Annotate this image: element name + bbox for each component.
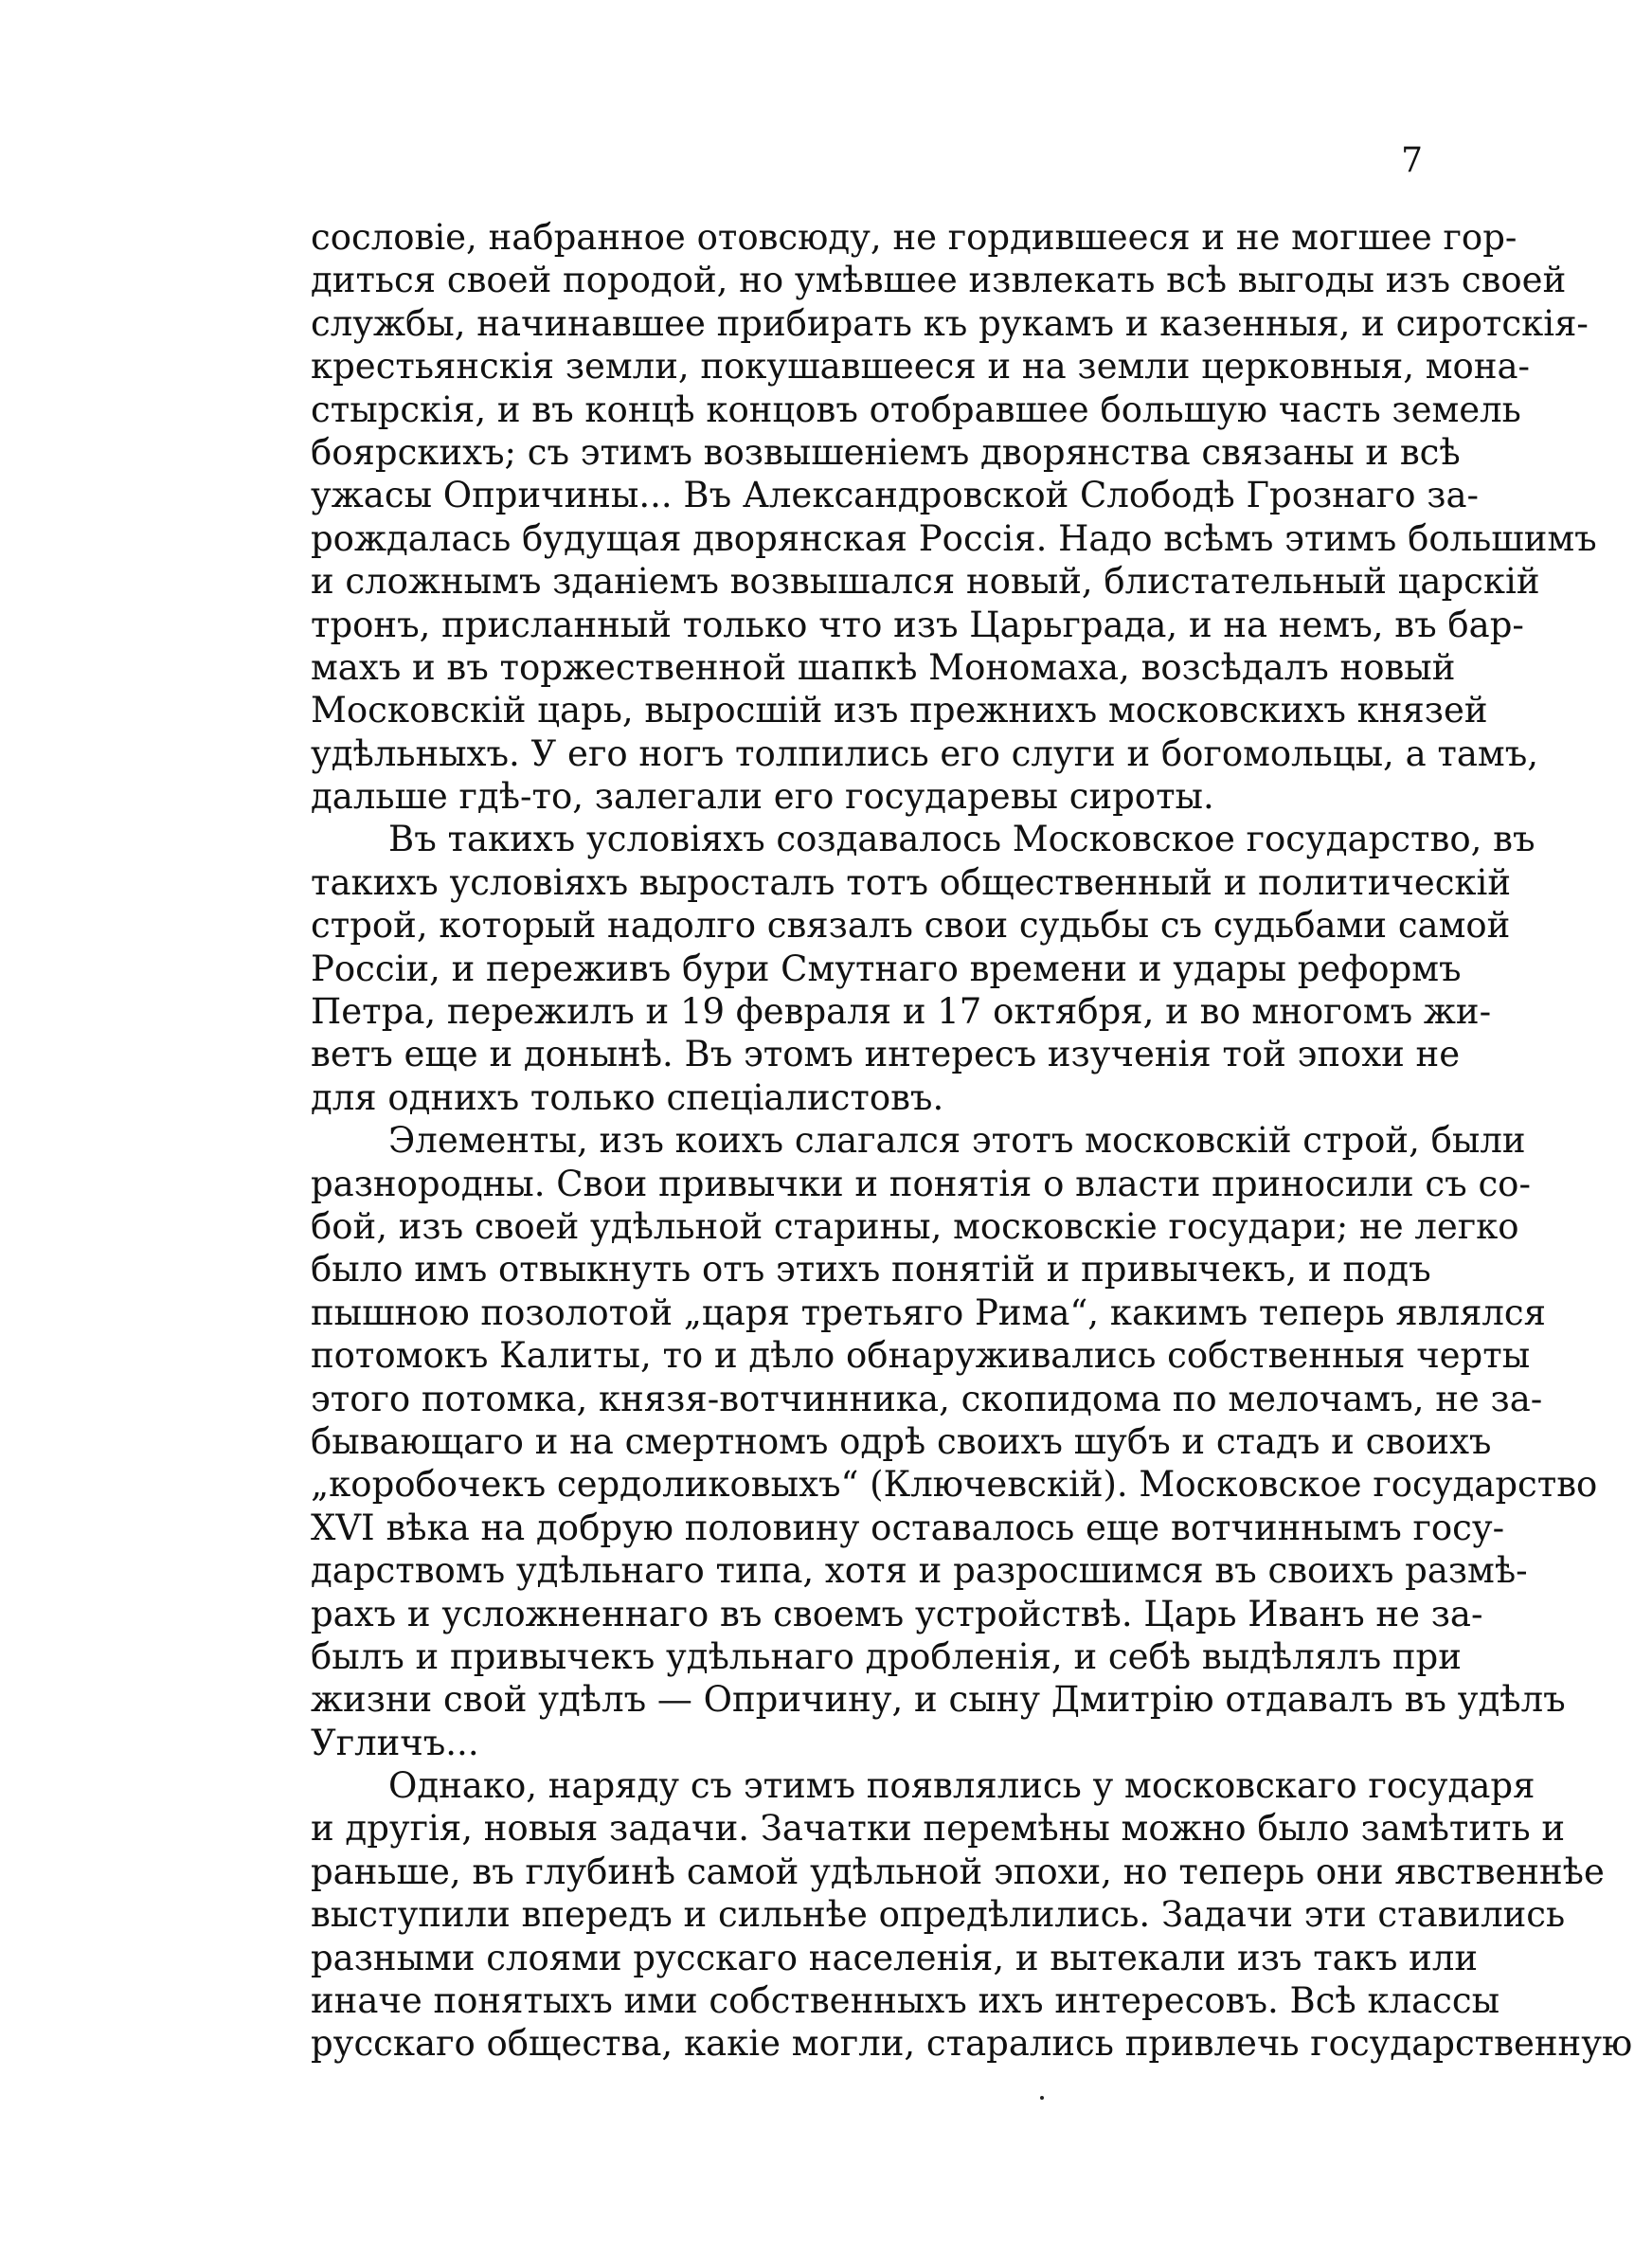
text-line: Однако, наряду съ этимъ появлялись у московскаго государя	[388, 1765, 1535, 1807]
text-line: бой, изъ своей удѣльной старины, московскіе государи; не легко	[311, 1205, 1519, 1247]
text-line: Россіи, и переживъ бури Смутнаго времени и удары реформъ	[311, 948, 1462, 989]
text-line: ужасы Опричины... Въ Александровской Слободѣ Грознаго за-	[311, 475, 1480, 516]
text-line: крестьянскія земли, покушавшееся и на земли церковныя, мона-	[311, 346, 1531, 388]
text-line: службы, начинавшее прибирать къ рукамъ и казенныя, и сиротскія-	[311, 302, 1589, 344]
text-line: разными слоями русскаго населенія, и вытекали изъ такъ или	[311, 1937, 1478, 1978]
text-line: ветъ еще и донынѣ. Въ этомъ интересъ изученія той эпохи не	[311, 1034, 1461, 1075]
text-line: дальше гдѣ-то, залегали его государевы сироты.	[311, 776, 1214, 818]
text-line: Угличъ...	[311, 1722, 479, 1763]
text-line: диться своей породой, но умѣвшее извлекать всѣ выгоды изъ своей	[311, 260, 1567, 301]
text-line: былъ и привычекъ удѣльнаго дробленія, и себѣ выдѣлялъ при	[311, 1635, 1462, 1677]
text-line: жизни свой удѣлъ — Опричину, и сыну Дмитрію отдавалъ въ удѣлъ	[311, 1679, 1566, 1721]
print-speck	[1040, 2096, 1044, 2100]
text-line: тронъ, присланный только что изъ Царьграда, и на немъ, въ бар-	[311, 604, 1524, 645]
text-line: такихъ условіяхъ выросталъ тотъ общественный и политическій	[311, 861, 1512, 903]
text-line: раньше, въ глубинѣ самой удѣльной эпохи, но теперь они явственнѣе	[311, 1851, 1605, 1892]
text-line: стырскія, и въ концѣ концовъ отобравшее большую часть земель	[311, 388, 1521, 430]
text-line: и сложнымъ зданіемъ возвышался новый, блистательный царскій	[311, 561, 1540, 603]
text-line: дарствомъ удѣльнаго типа, хотя и разросшимся въ своихъ размѣ-	[311, 1550, 1528, 1592]
text-line: сословіе, набранное отовсюду, не гордившееся и не могшее гор-	[311, 217, 1517, 258]
page-number: 7	[1401, 141, 1423, 180]
text-line: удѣльныхъ. У его ногъ толпились его слуги и богомольцы, а тамъ,	[311, 732, 1539, 774]
text-line: Элементы, изъ коихъ слагался этотъ московскій строй, были	[388, 1120, 1526, 1162]
text-line: строй, который надолго связалъ свои судьбы съ судьбами самой	[311, 905, 1511, 947]
text-line: и другія, новыя задачи. Зачатки перемѣны можно было замѣтить и	[311, 1808, 1566, 1850]
text-line: бывающаго и на смертномъ одрѣ своихъ шубъ и стадъ и своихъ	[311, 1420, 1492, 1462]
text-line: рахъ и усложненнаго въ своемъ устройствѣ. Царь Иванъ не за-	[311, 1593, 1483, 1634]
text-line: разнородны. Свои привычки и понятія о власти приносили съ со-	[311, 1163, 1531, 1204]
text-line: Петра, пережилъ и 19 февраля и 17 октября, и во многомъ жи-	[311, 991, 1492, 1033]
text-line: этого потомка, князя-вотчинника, скопидома по мелочамъ, не за-	[311, 1378, 1543, 1419]
text-line: было имъ отвыкнуть отъ этихъ понятій и привычекъ, и подъ	[311, 1249, 1431, 1291]
text-line: рождалась будущая дворянская Россія. Надо всѣмъ этимъ большимъ	[311, 517, 1597, 559]
text-line: боярскихъ; съ этимъ возвышеніемъ дворянства связаны и всѣ	[311, 431, 1461, 473]
text-line: потомокъ Калиты, то и дѣло обнаруживались собственныя черты	[311, 1335, 1531, 1377]
body-text	[311, 216, 1633, 2066]
text-line: выступили впередъ и сильнѣе опредѣлились. Задачи эти ставились	[311, 1894, 1566, 1936]
text-line: XVI вѣка на добрую половину оставалось еще вотчиннымъ госу-	[311, 1507, 1505, 1548]
text-line: Московскій царь, выросшій изъ прежнихъ московскихъ князей	[311, 690, 1488, 731]
text-line: махъ и въ торжественной шапкѣ Мономаха, возсѣдалъ новый	[311, 646, 1456, 688]
text-line: иначе понятыхъ ими собственныхъ ихъ интересовъ. Всѣ классы	[311, 1980, 1500, 2022]
text-line: для однихъ только спеціалистовъ.	[311, 1076, 944, 1118]
text-line: Въ такихъ условіяхъ создавалось Московское государство, въ	[388, 819, 1535, 860]
text-line: русскаго общества, какіе могли, старались привлечь государственную	[311, 2023, 1633, 2065]
text-line: „коробочекъ сердоликовыхъ“ (Ключевскій). Московское государство	[311, 1464, 1598, 1506]
text-line: пышною позолотой „царя третьяго Рима“, какимъ теперь являлся	[311, 1291, 1546, 1333]
